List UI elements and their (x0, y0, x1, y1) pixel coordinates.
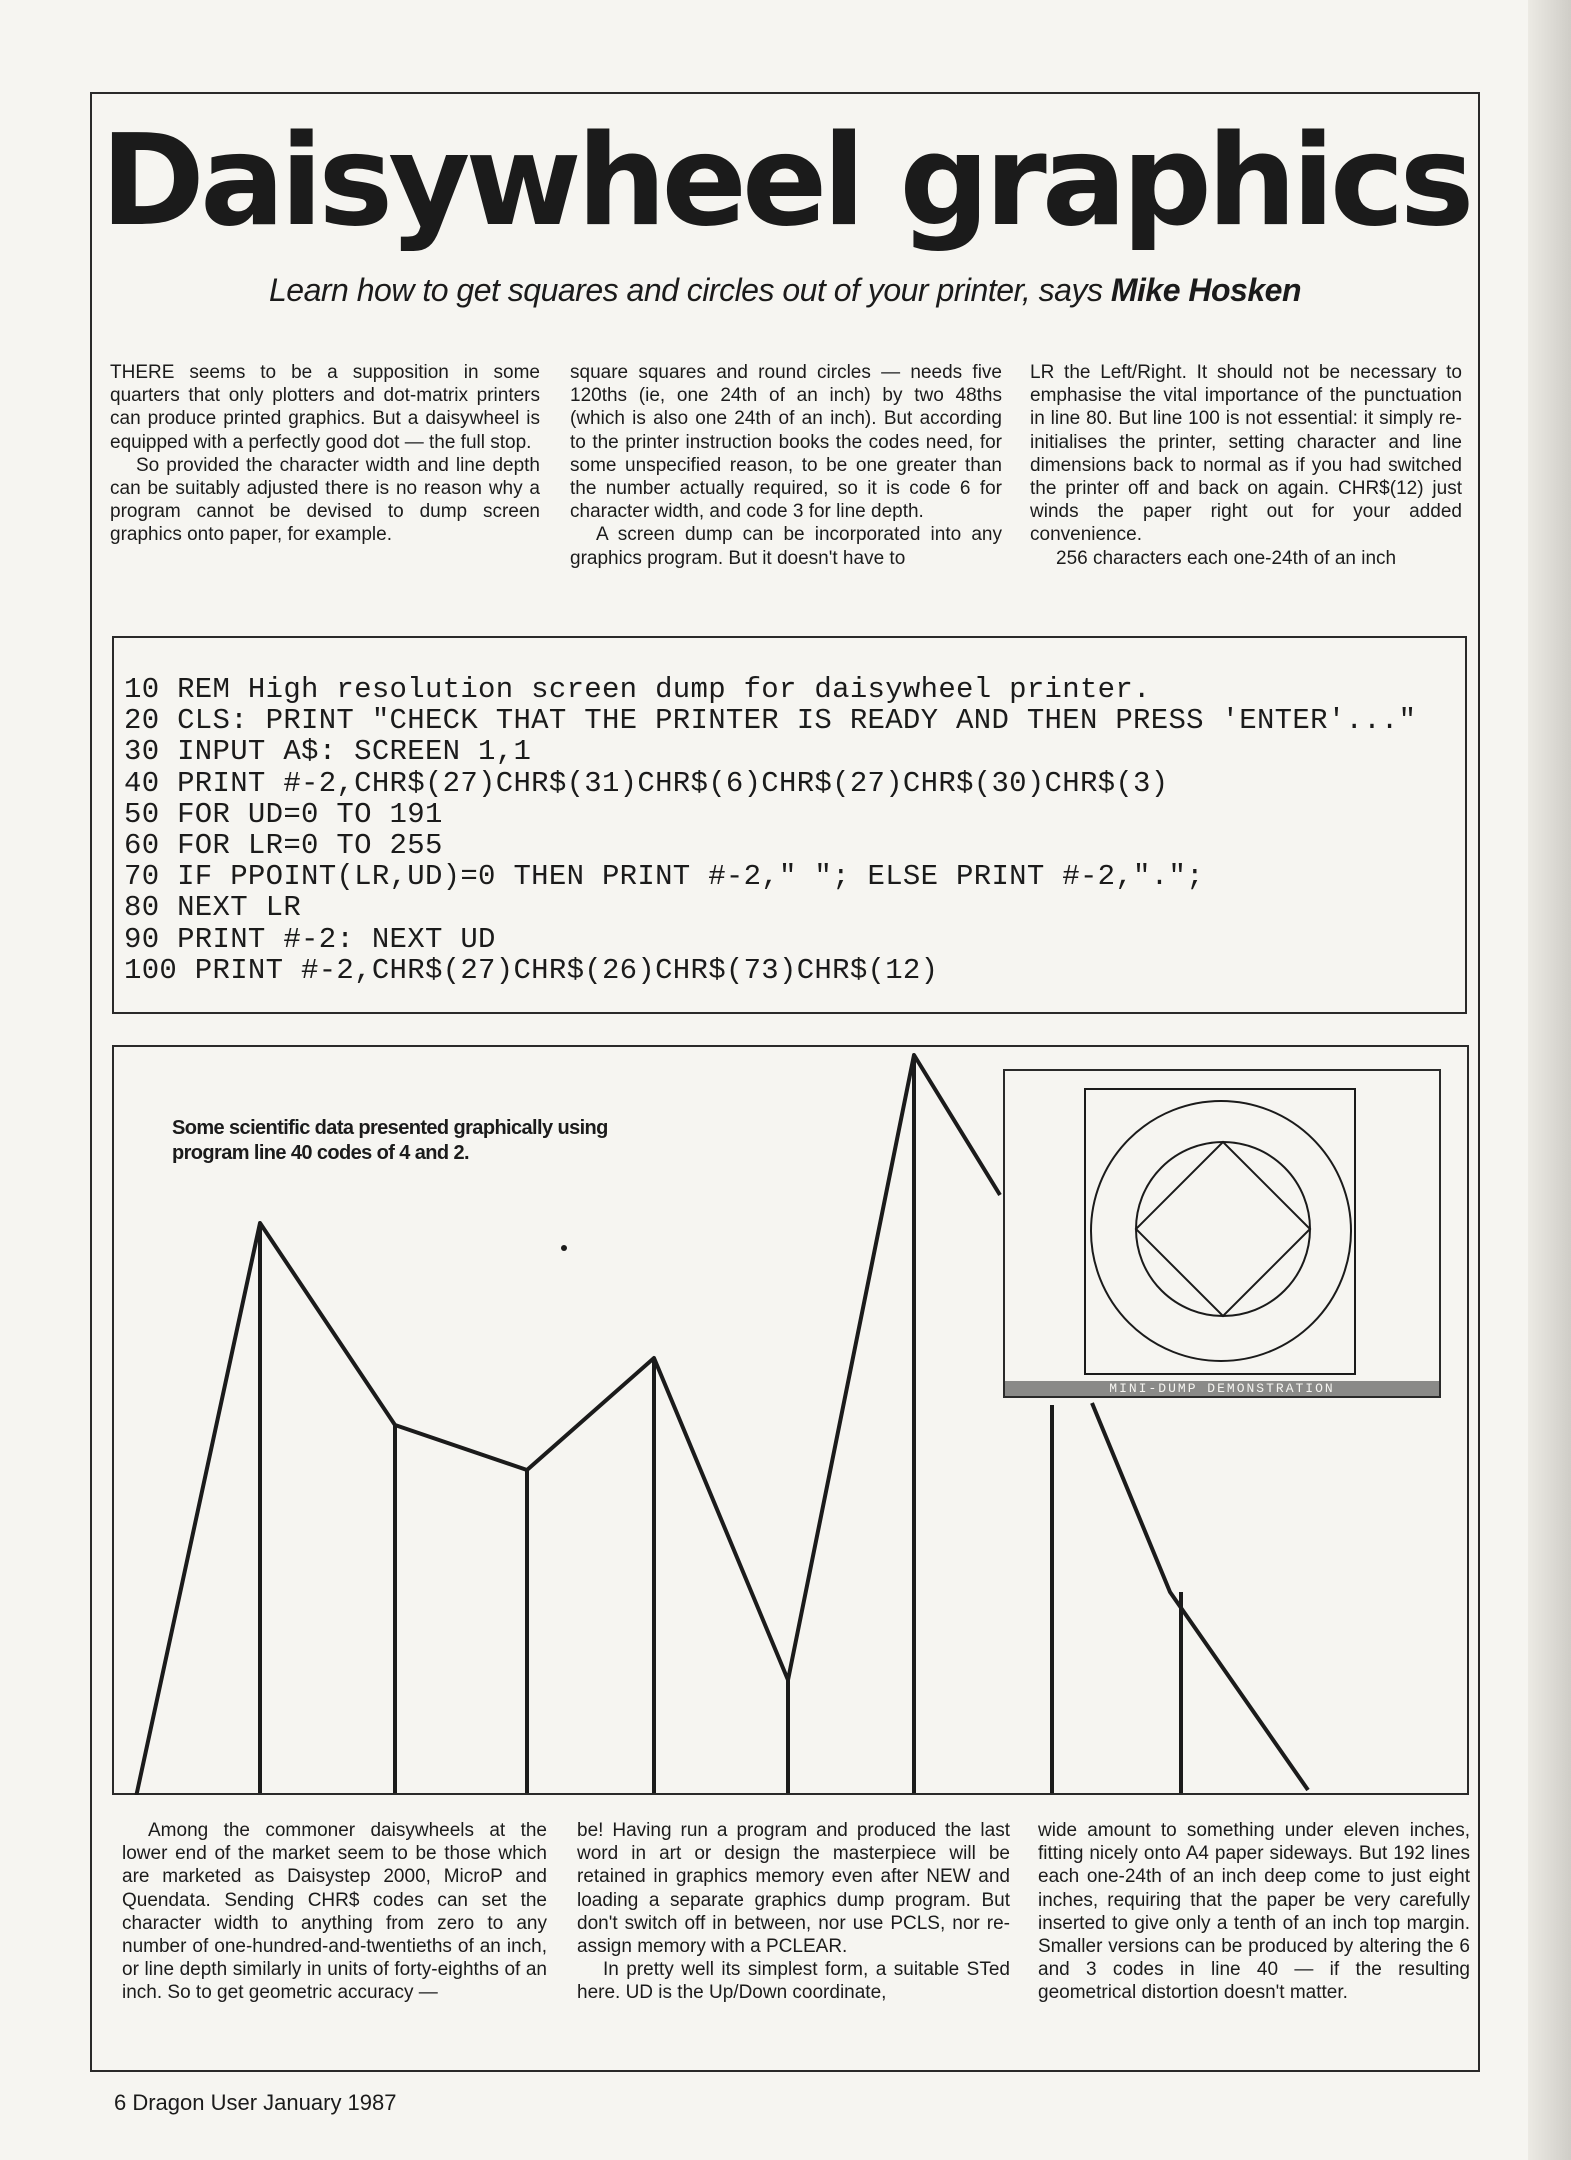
plot-line (1092, 1403, 1308, 1790)
paragraph: be! Having run a program and produced the last word in art or design the masterpiece will be retained in graphics memory even after NEW and loading a separate graphics dump program. But don't switch off in between, nor use PCLS, nor re-assign memory with a PCLEAR. (577, 1820, 1010, 1958)
intro-column-1 (110, 361, 540, 547)
code-line: 80 NEXT LR (124, 891, 302, 925)
code-line: 60 FOR LR=0 TO 255 (124, 829, 443, 863)
inset-outer-circle (1091, 1101, 1351, 1361)
mini-dump-banner: MINI-DUMP DEMONSTRATION (1005, 1381, 1439, 1396)
code-line: 100 PRINT #-2,CHR$(27)CHR$(26)CHR$(73)CHR$(12) (124, 953, 939, 987)
paragraph: A screen dump can be incorporated into any graphics program. But it doesn't have to (570, 524, 1002, 569)
paragraph: 256 characters each one-24th of an inch (1056, 547, 1397, 569)
inset-square (1085, 1089, 1355, 1374)
code-line: 50 FOR UD=0 TO 191 (124, 797, 443, 831)
paragraph: So provided the character width and line depth can be suitably adjusted there is no reason why a program cannot be devised to dump screen graphics onto paper, for example. (110, 454, 540, 546)
code-line: 90 PRINT #-2: NEXT UD (124, 922, 496, 956)
author-name: Mike Hosken (1110, 272, 1301, 308)
closing-column-3 (1038, 1819, 1470, 2005)
code-line: 70 IF PPOINT(LR,UD)=0 THEN PRINT #-2," "; ELSE PRINT #-2,"."; (124, 860, 1204, 894)
paragraph: Among the commoner daisywheels at the lower end of the market seem to be those which are marketed as Daisystep 2000, MicroP and Quendata. Sending CHR$ codes can set the character width to anything from zero to any number of one-hundred-and-twentieths of an inch, or line depth similarly in units of forty-eighths of an inch. So to get geometric accuracy — (122, 1820, 547, 2004)
article-title: Daisywheel graphics (100, 107, 1470, 254)
paragraph: square squares and round circles — needs five 120ths (ie, one 24th of an inch) by two 48ths (which is also one 24th of an inch). But according to the printer instruction books the codes need, for some unspecified reason, to be one greater than the number actually required, so it is code 6 for character width, and code 3 for line depth. (570, 362, 1002, 523)
paragraph: In pretty well its simplest form, a suitable STed here. UD is the Up/Down coordinate, (577, 1959, 1010, 2004)
program-listing (124, 674, 1416, 986)
code-line: 30 INPUT A$: SCREEN 1,1 (124, 735, 532, 769)
subtitle-text: Learn how to get squares and circles out of your printer, says (269, 272, 1103, 308)
plot-line (136, 1055, 1000, 1795)
stray-dot (561, 1245, 567, 1251)
code-line: 40 PRINT #-2,CHR$(27)CHR$(31)CHR$(6)CHR$(27)CHR$(30)CHR$(3) (124, 766, 1169, 800)
page-edge-shadow (1528, 0, 1571, 2160)
intro-column-2 (570, 361, 1002, 570)
mini-dump-drawing (1005, 1071, 1439, 1396)
mini-dump-inset (1003, 1069, 1441, 1398)
page-footer: 6 Dragon User January 1987 (114, 2090, 397, 2115)
code-line: 20 CLS: PRINT "CHECK THAT THE PRINTER IS READY AND THEN PRESS 'ENTER'..." (124, 704, 1417, 738)
article-subtitle (90, 272, 1480, 309)
figure-caption: Some scientific data presented graphically using program line 40 codes of 4 and 2. (172, 1117, 608, 1164)
paragraph: wide amount to something under eleven inches, fitting nicely onto A4 paper sideways. But 192 lines each one-24th of an inch deep come to just eight inches, requiring that the paper be very carefully inserted to give only a tenth of an inch top margin. Smaller versions can be produced by altering the 6 and 3 codes in line 40 — if the resulting geometrical distortion doesn't matter. (1038, 1820, 1470, 2004)
paragraph: LR the Left/Right. It should not be necessary to emphasise the vital importance of the punctuation in line 80. But line 100 is not essential: it simply re-initialises the printer, setting character and line dimensions back to normal as if you had switched the printer off and back on again. CHR$(12) just winds the paper right out for your added convenience. (1030, 362, 1462, 546)
paragraph: THERE seems to be a supposition in some quarters that only plotters and dot-matrix printers can produce printed graphics. But a daisywheel is equipped with a perfectly good dot — the full stop. (110, 362, 540, 453)
closing-column-1 (122, 1819, 547, 2005)
inset-inner-circle (1136, 1142, 1310, 1316)
intro-column-3 (1030, 361, 1462, 570)
code-line: 10 REM High resolution screen dump for daisywheel printer. (124, 673, 1151, 706)
closing-column-2 (577, 1819, 1010, 2005)
